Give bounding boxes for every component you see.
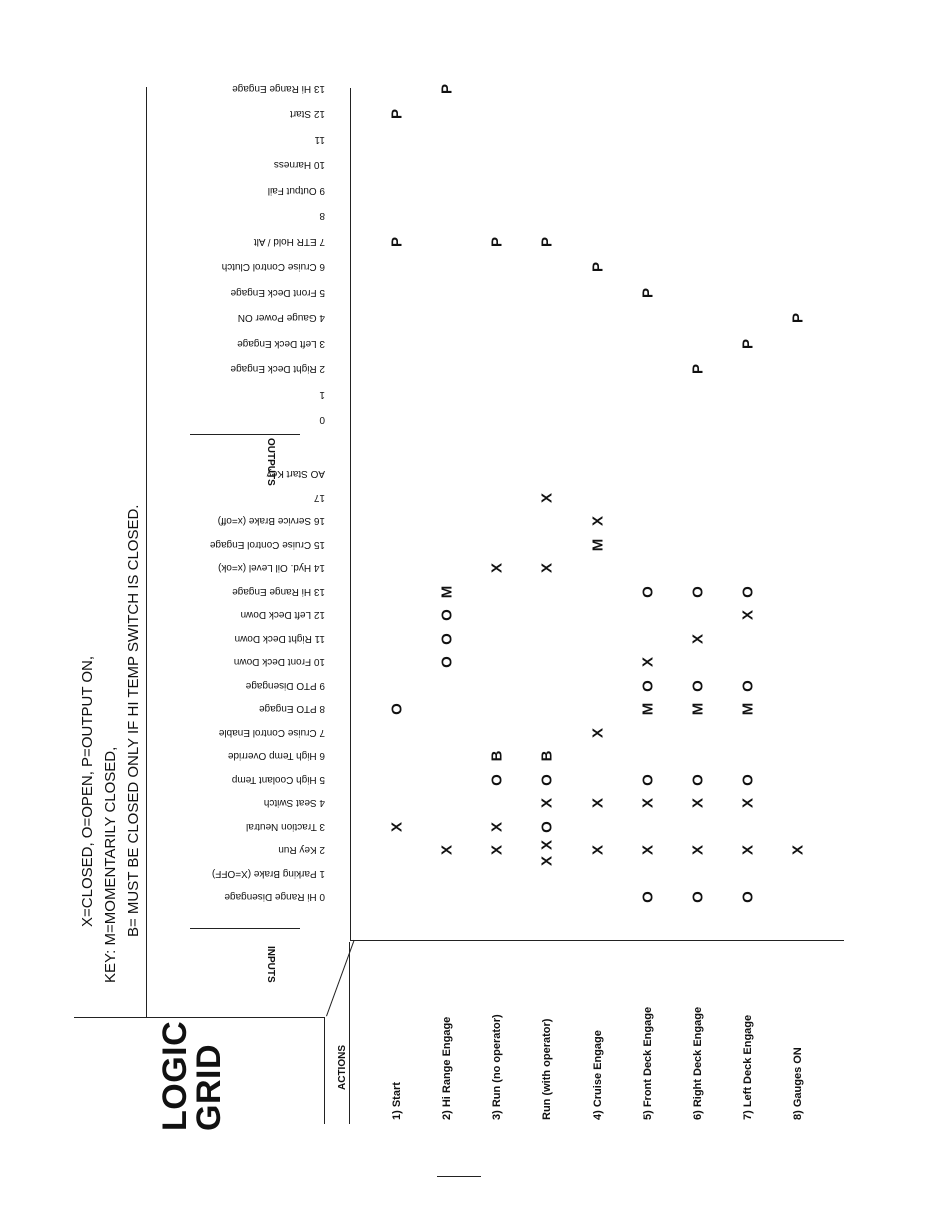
title-line-2: GRID xyxy=(190,1044,228,1131)
input-mark: X xyxy=(739,797,757,809)
action-label: 2) Hi Range Engage xyxy=(441,1016,453,1120)
input-mark: B xyxy=(488,750,506,762)
input-mark: O xyxy=(438,632,456,645)
frame-grid-baseline xyxy=(350,940,844,941)
input-mark: X xyxy=(639,797,657,809)
input-mark: X xyxy=(739,844,757,856)
output-label: 12 Start xyxy=(289,108,325,119)
output-mark: P xyxy=(789,312,807,324)
action-label: 8) Gauges ON xyxy=(792,1047,804,1120)
key-line-1: KEY: M=MOMENTARILY CLOSED, xyxy=(102,746,119,983)
input-mark: O xyxy=(438,609,456,621)
output-mark: P xyxy=(388,108,406,120)
input-label: 16 Service Brake (x=off) xyxy=(217,515,325,526)
output-mark: P xyxy=(488,236,506,247)
input-mark: O xyxy=(388,703,406,715)
input-mark: X xyxy=(488,562,506,574)
input-mark: O xyxy=(689,891,707,903)
input-mark: X xyxy=(488,844,506,856)
output-mark: P xyxy=(438,83,456,94)
output-label: 11 xyxy=(314,133,325,145)
input-label: 7 Cruise Control Enable xyxy=(218,726,325,738)
input-mark: X xyxy=(689,797,707,809)
input-mark: X xyxy=(438,844,456,856)
footer-rule xyxy=(437,1176,481,1177)
input-mark: X xyxy=(639,656,657,668)
input-label: 2 Key Run xyxy=(278,844,325,855)
input-mark: M xyxy=(589,538,607,551)
outputs-header-rule xyxy=(190,434,300,435)
input-mark: X xyxy=(589,515,607,527)
input-mark: X xyxy=(589,844,607,856)
input-mark: O xyxy=(639,679,657,692)
input-mark: M xyxy=(689,702,707,716)
input-mark: O xyxy=(689,679,707,692)
input-label: 6 High Temp Override xyxy=(227,750,325,761)
input-mark: O xyxy=(739,585,757,598)
key-line-0: X=CLOSED, O=OPEN, P=OUTPUT ON, xyxy=(79,655,96,927)
input-mark: X xyxy=(538,855,556,866)
output-label: 0 xyxy=(319,414,325,425)
frame-top-rule xyxy=(74,1017,325,1018)
input-mark: O xyxy=(739,679,757,692)
input-mark: X xyxy=(689,633,707,644)
input-mark: O xyxy=(739,773,757,786)
input-label: 15 Cruise Control Engage xyxy=(209,538,325,550)
output-label: 10 Harness xyxy=(273,159,325,170)
input-mark: O xyxy=(538,773,556,786)
input-mark: X xyxy=(488,821,506,832)
output-label: 7 ETR Hold / Alt xyxy=(253,235,325,247)
input-mark: O xyxy=(488,773,506,786)
input-label: 13 Hi Range Engage xyxy=(232,585,325,597)
frame-inputs-rule xyxy=(324,1017,325,1124)
input-mark: O xyxy=(639,891,657,903)
input-label: 3 Traction Neutral xyxy=(246,820,325,832)
output-mark: P xyxy=(538,236,556,247)
frame-grid-rule xyxy=(350,88,351,940)
input-mark: O xyxy=(438,656,456,668)
input-label: 9 PTO Disengage xyxy=(245,679,325,691)
input-mark: O xyxy=(689,773,707,786)
action-label: 6) Right Deck Engage xyxy=(692,1006,704,1120)
output-label: 1 xyxy=(319,388,325,400)
action-label: 3) Run (no operator) xyxy=(491,1014,503,1120)
frame-diagonal-rule xyxy=(326,940,355,1016)
output-label: 2 Right Deck Engage xyxy=(230,363,325,374)
input-mark: O xyxy=(689,585,707,598)
action-label: 1) Start xyxy=(391,1082,403,1120)
input-label: 4 Seat Switch xyxy=(263,797,325,808)
inputs-header: INPUTS xyxy=(265,946,276,983)
input-mark: X xyxy=(388,821,406,832)
input-mark: X xyxy=(538,840,556,851)
action-label: 7) Left Deck Engage xyxy=(742,1014,754,1120)
input-label: 1 Parking Brake (X=OFF) xyxy=(211,867,325,879)
input-mark: X xyxy=(789,844,807,856)
input-mark: O xyxy=(639,773,657,786)
output-mark: P xyxy=(739,338,757,349)
input-mark: M xyxy=(438,585,456,598)
input-mark: X xyxy=(538,797,556,809)
input-label: 5 High Coolant Temp xyxy=(231,773,325,785)
input-mark: X xyxy=(538,562,556,574)
output-mark: P xyxy=(388,236,406,247)
output-mark: P xyxy=(689,363,707,375)
input-label: 10 Front Deck Down xyxy=(233,656,325,667)
input-mark: O xyxy=(739,891,757,903)
output-label: 8 xyxy=(319,210,325,221)
input-mark: X xyxy=(639,844,657,856)
inputs-header-rule xyxy=(190,928,300,929)
action-label: 4) Cruise Engage xyxy=(592,1030,604,1120)
input-mark: O xyxy=(639,585,657,598)
input-mark: B xyxy=(538,750,556,762)
frame-actions-rule xyxy=(349,942,350,1124)
input-label: 11 Right Deck Down xyxy=(234,632,325,644)
input-label: 14 Hyd. Oil Level (x=ok) xyxy=(218,562,325,573)
input-label: 0 Hi Range Disengage xyxy=(224,891,325,902)
input-mark: X xyxy=(589,797,607,809)
input-mark: X xyxy=(538,492,556,503)
input-mark: M xyxy=(639,702,657,716)
input-mark: O xyxy=(538,820,556,833)
input-mark: X xyxy=(739,609,757,621)
input-mark: X xyxy=(589,727,607,738)
page-title xyxy=(158,1021,226,1131)
output-label: 4 Gauge Power ON xyxy=(237,312,325,323)
title-line-1: LOGIC xyxy=(156,1020,194,1131)
frame-left-rule xyxy=(146,87,147,1017)
output-label: 13 Hi Range Engage xyxy=(232,82,325,94)
action-label: Run (with operator) xyxy=(541,1018,553,1120)
input-label: 17 xyxy=(313,491,325,503)
output-label: 5 Front Deck Engage xyxy=(230,286,325,298)
outputs-header: OUTPUTS xyxy=(265,438,276,486)
input-label: 12 Left Deck Down xyxy=(240,609,325,620)
output-label: 6 Cruise Control Clutch xyxy=(221,261,325,272)
input-mark: X xyxy=(689,844,707,856)
output-mark: P xyxy=(639,287,657,298)
output-label: 3 Left Deck Engage xyxy=(237,337,325,349)
input-label: AO Start Key xyxy=(266,468,325,479)
actions-header: ACTIONS xyxy=(337,1045,348,1090)
input-label: 8 PTO Engage xyxy=(259,703,325,714)
input-mark: M xyxy=(739,702,757,716)
output-label: 9 Output Fail xyxy=(267,184,325,196)
output-mark: P xyxy=(589,261,607,273)
key-line-2: B= MUST BE CLOSED ONLY IF HI TEMP SWITCH IS CLOSED. xyxy=(125,504,142,937)
action-label: 5) Front Deck Engage xyxy=(642,1006,654,1120)
